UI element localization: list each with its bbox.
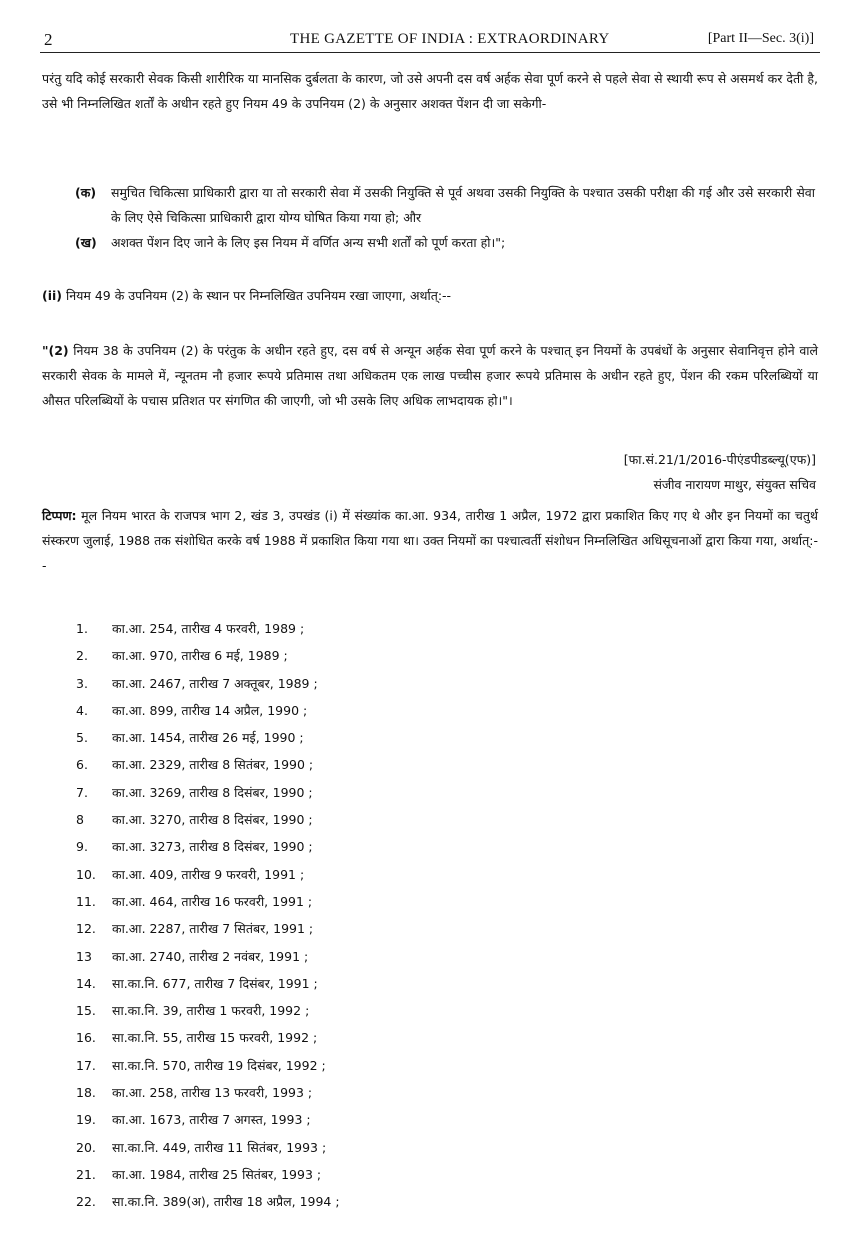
condition-text: समुचित चिकित्सा प्राधिकारी द्वारा या तो सरकारी सेवा में उसकी नियुक्ति से पूर्व अथवा उसकी नियुक्ति के पश्चात उसकी परीक्षा की गई और उसे सरकारी सेवा के लिए ऐसे चिकित्सा प्राधिकारी द्वारा योग्य घोषित किया गया हो; और — [111, 185, 815, 225]
list-item-number: 9. — [76, 839, 88, 855]
list-item — [70, 697, 570, 724]
list-item-number: 20. — [76, 1139, 96, 1155]
amendment-list — [70, 615, 570, 1216]
quote-text: नियम 38 के उपनियम (2) के परंतुक के अधीन रहते हुए, दस वर्ष से अन्यून अर्हक सेवा पूर्ण करने के पश्चात् इन नियमों के उपबंधों के अनुसार सेवानिवृत्त होने वाले सरकारी सेवक के मामले में, न्यूनतम नौ हजार रूपये प्रतिमास तथा अधिकतम एक लाख पच्चीस हजार रूपये प्रतिमास के अधीन रहते हुए, पेंशन की रकम परिलब्धियों या औसत परिलब्धियों के पचास प्रतिशत पर संगणित की जाएगी, जो भी उसके लिए अधिक लाभदायक हो।"। — [42, 343, 818, 408]
condition-marker: (क) — [75, 185, 97, 200]
list-item-text: का.आ. 464, तारीख 16 फरवरी, 1991 ; — [112, 893, 313, 909]
list-item — [70, 997, 570, 1024]
list-item — [70, 615, 570, 642]
list-item-number: 1. — [76, 621, 88, 636]
list-item — [70, 1161, 570, 1188]
list-item-text: का.आ. 254, तारीख 4 फरवरी, 1989 ; — [112, 621, 305, 636]
list-item-number: 7. — [76, 784, 88, 800]
gazette-title: THE GAZETTE OF INDIA : EXTRAORDINARY — [290, 31, 610, 47]
list-item — [70, 642, 570, 669]
list-item-text: का.आ. 1984, तारीख 25 सितंबर, 1993 ; — [112, 1166, 322, 1182]
list-item-number: 4. — [76, 702, 88, 718]
list-item — [70, 1079, 570, 1106]
list-item-number: 5. — [76, 730, 88, 746]
list-item — [70, 833, 570, 860]
list-item — [70, 943, 570, 970]
list-item — [70, 751, 570, 778]
list-item-number: 16. — [76, 1030, 96, 1046]
list-item-text: का.आ. 409, तारीख 9 फरवरी, 1991 ; — [112, 866, 305, 882]
list-item-text: सा.का.नि. 39, तारीख 1 फरवरी, 1992 ; — [112, 1003, 310, 1019]
list-item-number: 18. — [76, 1085, 96, 1101]
list-item-text: सा.का.नि. 570, तारीख 19 दिसंबर, 1992 ; — [112, 1057, 326, 1073]
list-item — [70, 806, 570, 833]
note-text: मूल नियम भारत के राजपत्र भाग 2, खंड 3, उपखंड (i) में संख्यांक का.आ. 934, तारीख 1 अप्रैल, 1972 द्वारा प्रकाशित किए गए थे और इन नियमों का चतुर्थ संस्करण जुलाई, 1988 तक संशोधित करके वर्ष 1988 में प्रकाशित किया गया था। उक्त नियमों का पश्चात्वर्ती संशोधन निम्नलिखित अधिसूचनाओं द्वारा किया गया, अर्थात्:-- — [42, 508, 818, 573]
page-header — [40, 28, 820, 53]
list-item-text: का.आ. 3270, तारीख 8 दिसंबर, 1990 ; — [112, 812, 313, 828]
list-item-number: 14. — [76, 975, 96, 991]
list-item — [70, 779, 570, 806]
signatory: संजीव नारायण माथुर, संयुक्त सचिव — [653, 477, 816, 492]
clause-marker: (ii) — [42, 288, 62, 303]
list-item — [70, 915, 570, 942]
list-item-number: 22. — [76, 1194, 96, 1210]
clause-ii — [42, 283, 818, 308]
list-item-text: का.आ. 1673, तारीख 7 अगस्त, 1993 ; — [112, 1112, 311, 1128]
list-item-number: 21. — [76, 1166, 96, 1182]
list-item — [70, 724, 570, 751]
list-item-text: सा.का.नि. 55, तारीख 15 फरवरी, 1992 ; — [112, 1030, 318, 1046]
list-item — [70, 888, 570, 915]
note-paragraph — [42, 503, 818, 578]
list-item-number: 6. — [76, 757, 88, 773]
list-item — [70, 1188, 570, 1215]
note-label: टिप्पण: — [42, 508, 77, 523]
quote-marker: "(2) — [42, 343, 69, 358]
list-item-text: सा.का.नि. 677, तारीख 7 दिसंबर, 1991 ; — [112, 975, 318, 991]
page-number: 2 — [44, 30, 53, 49]
list-item-number: 2. — [76, 648, 88, 664]
list-item — [70, 1024, 570, 1051]
list-item-number: 12. — [76, 921, 96, 937]
list-item — [70, 1052, 570, 1079]
list-item-text: का.आ. 1454, तारीख 26 मई, 1990 ; — [112, 730, 304, 746]
file-number: [फा.सं.21/1/2016-पीएंडपीडब्ल्यू(एफ)] — [623, 452, 816, 467]
list-item-text: का.आ. 258, तारीख 13 फरवरी, 1993 ; — [112, 1085, 313, 1101]
list-item — [70, 670, 570, 697]
list-item-number: 3. — [76, 675, 88, 691]
condition-kha — [75, 230, 815, 255]
list-item-text: सा.का.नि. 449, तारीख 11 सितंबर, 1993 ; — [112, 1139, 327, 1155]
list-item-number: 10. — [76, 866, 96, 882]
list-item — [70, 1106, 570, 1133]
list-item-number: 15. — [76, 1003, 96, 1019]
list-item — [70, 861, 570, 888]
list-item — [70, 970, 570, 997]
list-item-number: 8 — [76, 812, 84, 828]
list-item-number: 13 — [76, 948, 92, 964]
condition-ka — [75, 180, 815, 230]
list-item-text: का.आ. 2740, तारीख 2 नवंबर, 1991 ; — [112, 948, 309, 964]
list-item-text: सा.का.नि. 389(अ), तारीख 18 अप्रैल, 1994 ; — [112, 1194, 340, 1210]
clause-text: नियम 49 के उपनियम (2) के स्थान पर निम्नलिखित उपनियम रखा जाएगा, अर्थात्:-- — [65, 288, 452, 303]
list-item — [70, 1134, 570, 1161]
list-item-number: 19. — [76, 1112, 96, 1128]
list-item-text: का.आ. 2329, तारीख 8 सितंबर, 1990 ; — [112, 757, 314, 773]
condition-marker: (ख) — [75, 235, 97, 250]
part-section: [Part II—Sec. 3(i)] — [707, 31, 814, 46]
substituted-subrule — [42, 338, 818, 413]
list-item-text: का.आ. 3273, तारीख 8 दिसंबर, 1990 ; — [112, 839, 313, 855]
list-item-text: का.आ. 899, तारीख 14 अप्रैल, 1990 ; — [112, 702, 308, 718]
list-item-text: का.आ. 2287, तारीख 7 सितंबर, 1991 ; — [112, 921, 314, 937]
intro-paragraph: परंतु यदि कोई सरकारी सेवक किसी शारीरिक या मानसिक दुर्बलता के कारण, जो उसे अपनी दस वर्ष अर्हक सेवा पूर्ण करने से पहले सेवा से स्थायी रूप से असमर्थ कर देती है, उसे भी निम्नलिखित शर्तों के अधीन रहते हुए नियम 49 के उपनियम (2) के अनुसार अशक्त पेंशन दी जा सकेगी- — [42, 71, 818, 111]
list-item-text: का.आ. 2467, तारीख 7 अक्तूबर, 1989 ; — [112, 675, 318, 691]
list-item-text: का.आ. 3269, तारीख 8 दिसंबर, 1990 ; — [112, 784, 313, 800]
list-item-number: 17. — [76, 1057, 96, 1073]
condition-text: अशक्त पेंशन दिए जाने के लिए इस नियम में वर्णित अन्य सभी शर्तों को पूर्ण करता हो।"; — [111, 235, 506, 250]
list-item-text: का.आ. 970, तारीख 6 मई, 1989 ; — [112, 648, 288, 664]
list-item-number: 11. — [76, 893, 96, 909]
